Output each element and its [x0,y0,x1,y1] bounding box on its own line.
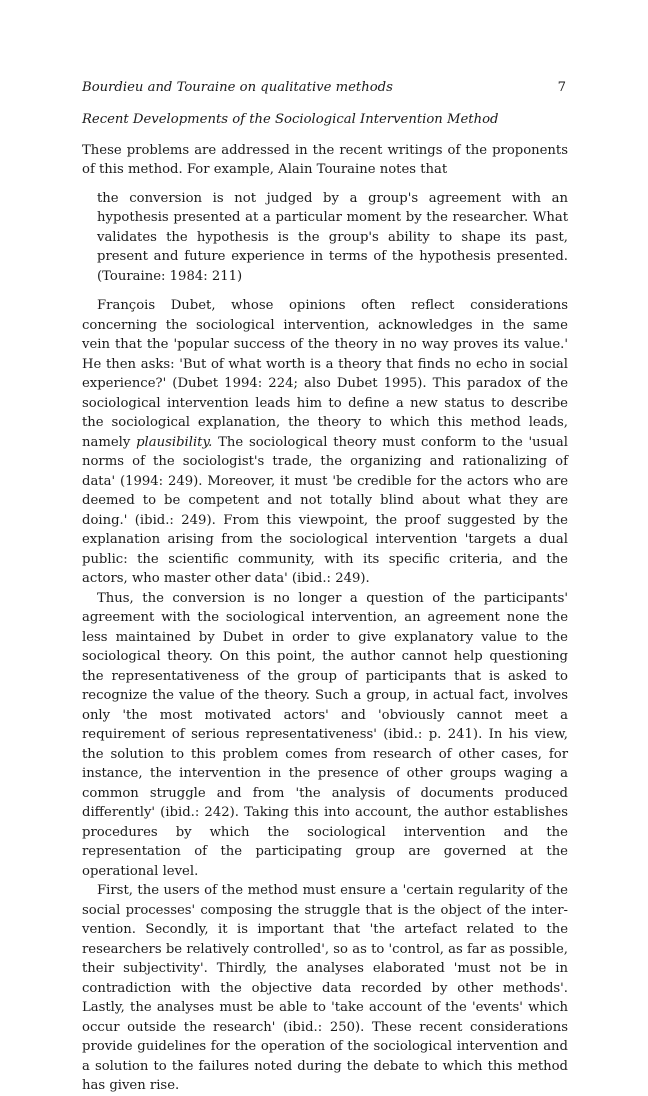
paragraph-conversion: Thus, the conversion is no longer a question of the participants' agreement with the sociological intervention, an agreement none the less maintained by Dubet in order to give explanatory value to the sociological theory. On this point, the author cannot help questioning the representativeness of the group of participants that is asked to recognize the value of the theory. Such a group, in actual fact, involves only 'the most motivated actors' and 'obviously cannot meet a requirement of serious representativeness' (ibid.: p. 241). In his view, the solution to this problem comes from research of other cases, for instance, the intervention in the presence of other groups waging a common struggle and from 'the analysis of documents produced differently' (ibid.: 242). Taking this into account, the author establishes procedures by which the sociological intervention and the representation of the participating group are governed at the operational level. [82,590,568,879]
section-heading: Recent Developments of the Sociological Intervention Method [82,112,499,127]
paragraph-dubet [82,296,568,589]
paragraph-first: First, the users of the method must ensure a 'certain regularity of the social processes' composing the struggle that is the object of the intervention. Secondly, it is important that 'the artefact related to the researchers be relatively controlled', so as to 'control, as far as possible, their subjectivity'. Thirdly, the analyses elaborated 'must not be in contradiction with the objective data recorded by other methods'. Lastly, the analyses must be able to 'take account of the 'events' which occur outside the research' (ibid.: 250). These recent considerations provide guidelines for the operation of the sociological intervention and a solution to the failures noted during the debate to which this method has given rise. [82,883,568,1093]
running-head-title: Bourdieu and Touraine on qualitative methods [82,80,393,95]
book-page [82,78,568,1096]
paragraph-dubet-text-b: The sociological theory must conform to the 'usual norms of the sociologist's trade, the organizing and rationalizing of data' (1994: 249). Moreover, it must 'be credible for the actors who are deemed to be competent and not totally blind about what they are doing.' (ibid.: 249). From this viewpoint, the proof suggested by the explanation arising from the sociological intervention 'targets a dual public: the scientific community, with its specific criteria, and the actors, who master other data' (ibid.: 249). [82,434,568,586]
running-head [82,78,568,98]
paragraph-dubet-text-a: François Dubet, whose opinions often reflect considerations concerning the sociological intervention, acknowledges in the same vein that the 'popular success of the theory in no way proves its value.' He then asks: 'But of what worth is a theory that finds no echo in social experience?' (Dubet 1994: 224; also Dubet 1995). This paradox of the sociological intervention leads him to define a new status to describe the sociological explanation, the theory to which this method leads, namely [82,298,568,450]
intro-paragraph: These problems are addressed in the recent writings of the proponents of this method. For example, Alain Touraine notes that [82,142,568,177]
block-quote [97,189,568,287]
plausibility-emphasis: plausibility. [136,434,213,450]
page-number: 7 [557,80,566,95]
block-quote-text: the conversion is not judged by a group's agreement with an hypothesis presented at a particular moment by the researcher. What validates the hypothesis is the group's ability to shape its past, present and future experience in terms of the hypothesis presented. (Touraine: 1984: 211) [97,190,568,284]
